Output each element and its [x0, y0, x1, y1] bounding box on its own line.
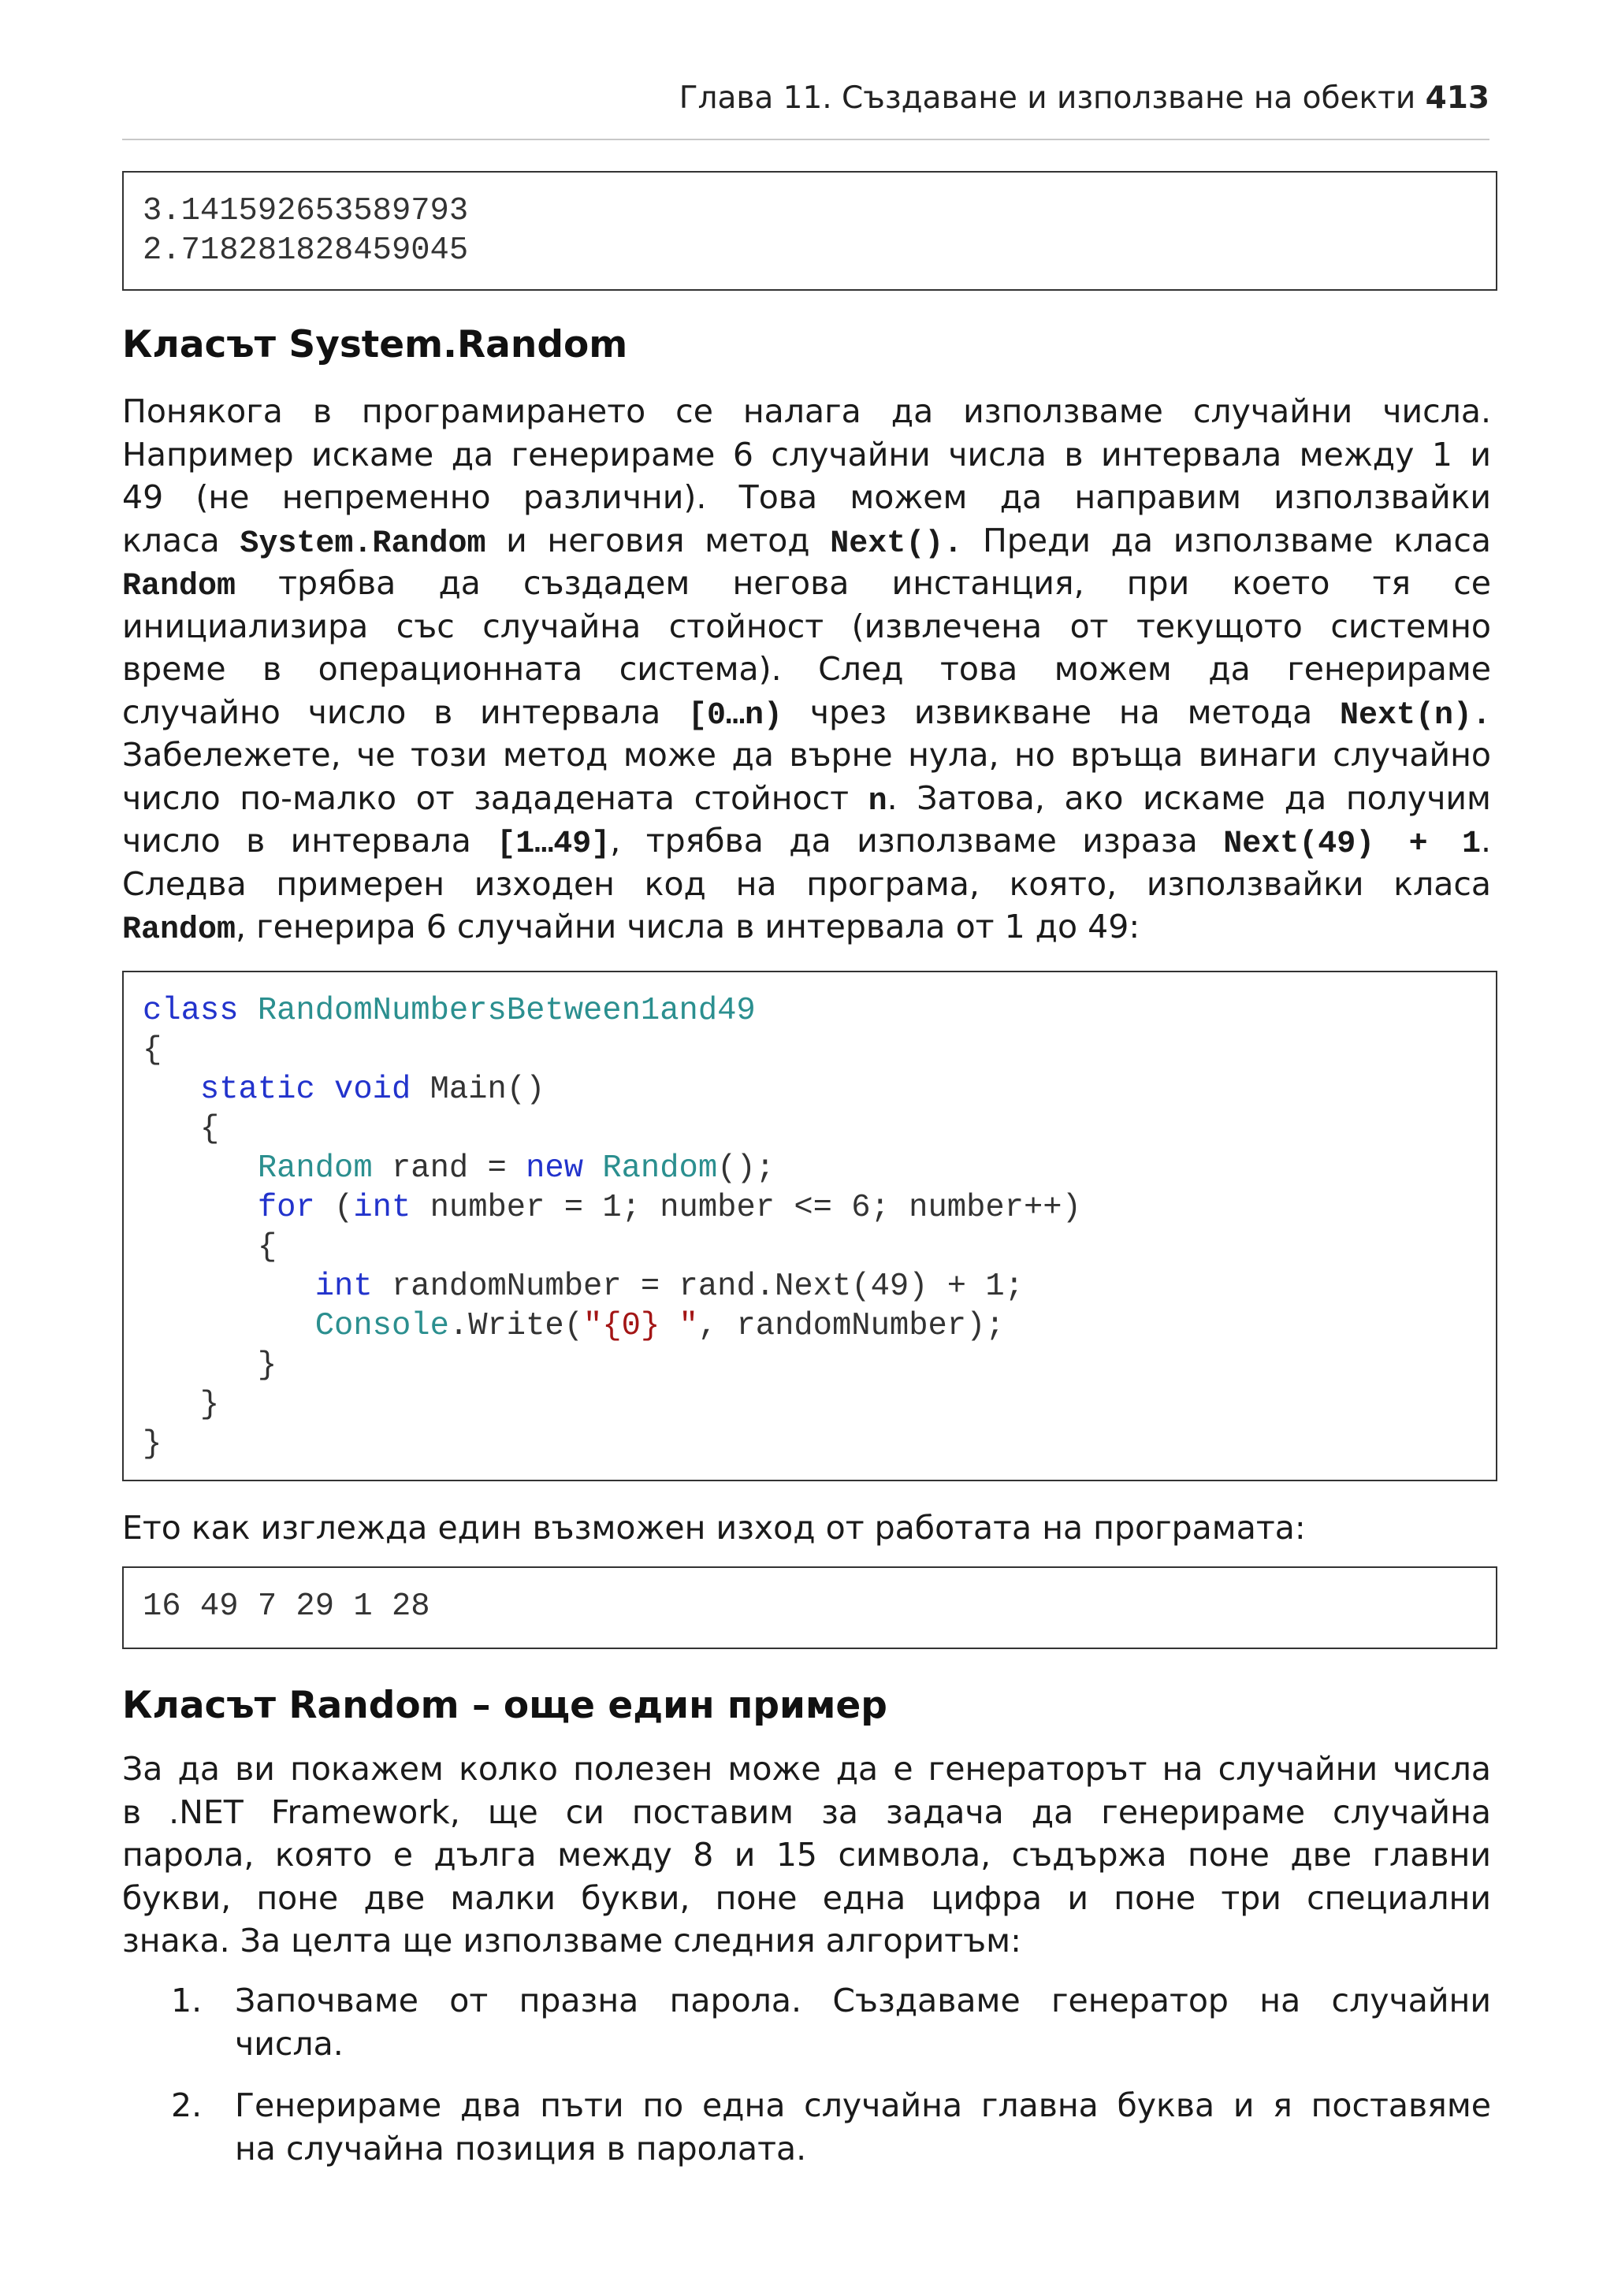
paragraph-line: знака. За целта ще използваме следния алгоритъм:	[122, 1922, 1021, 1960]
text-run: чрез извикване на метода	[783, 693, 1340, 731]
list-item-text	[235, 1979, 1491, 2065]
code-token: (	[314, 1190, 354, 1226]
code-token: Main()	[430, 1072, 545, 1108]
code-token	[143, 1190, 258, 1226]
code-line	[143, 1031, 1477, 1070]
text-run: . Затова, ако искаме да получим	[887, 778, 1491, 817]
list-item-text	[235, 2084, 1491, 2170]
code-listing	[122, 971, 1497, 1481]
code-line	[143, 1109, 1477, 1149]
code-line	[143, 1306, 1477, 1346]
code-line	[143, 1385, 1477, 1425]
code-token: {	[143, 1111, 220, 1147]
code-line	[143, 1346, 1477, 1385]
list-item-line: на случайна позиция в паролата.	[235, 2129, 807, 2168]
output-line: 3.141592653589793	[143, 193, 469, 229]
paragraph-line: в .NET Framework, ще си поставим за задача да генерираме случайна	[122, 1793, 1491, 1831]
text-run: трябва да създадем негова инстанция, при което тя се	[236, 564, 1491, 602]
page-number: 413	[1425, 80, 1489, 116]
paragraph-line	[122, 605, 1491, 648]
inline-code: [1…49]	[496, 827, 611, 862]
code-line	[143, 1070, 1477, 1109]
paragraph-line: За да ви покажем колко полезен може да е генераторът на случайни числа	[122, 1750, 1491, 1788]
paragraph-line: букви, поне две малки букви, поне една цифра и поне три специални	[122, 1878, 1491, 1917]
code-token: randomNumber = rand.Next(49) + 1;	[372, 1269, 1025, 1305]
paragraph-line	[122, 734, 1491, 777]
code-token: for	[257, 1190, 315, 1226]
code-line	[143, 1425, 1477, 1464]
code-token: int	[353, 1190, 411, 1226]
code-token: "{0} "	[583, 1308, 698, 1344]
running-header	[122, 79, 1489, 118]
paragraph-line	[122, 863, 1491, 906]
text-run: число по-малко от зададената стойност	[122, 778, 868, 817]
code-line	[143, 1267, 1477, 1306]
inline-code: n	[868, 783, 887, 819]
text-run: време в операционната система). След това можем да генерираме	[122, 650, 1491, 688]
code-token: int	[314, 1269, 373, 1305]
text-run: число в интервала	[122, 822, 497, 860]
text-run: Забележете, че този метод може да върне нула, но връща винаги случайно	[122, 736, 1491, 774]
code-token: , randomNumber);	[697, 1308, 1005, 1344]
code-line	[143, 1188, 1477, 1228]
paragraph-line	[122, 819, 1491, 863]
inline-code: [0…n)	[688, 697, 783, 734]
inline-code: Random	[122, 569, 236, 604]
code-line	[143, 1228, 1477, 1267]
text-run: Например искаме да генерираме 6 случайни числа в интервала между 1 и	[122, 435, 1491, 474]
code-token	[143, 1150, 258, 1187]
code-token	[143, 1308, 315, 1344]
code-line	[143, 1149, 1477, 1188]
code-token	[143, 1072, 200, 1108]
text-run: Преди да използваме класа	[962, 521, 1491, 559]
inline-code: Random	[122, 912, 236, 948]
code-token: ();	[717, 1150, 775, 1187]
paragraph-line	[122, 691, 1491, 734]
inline-code: Next().	[830, 526, 963, 562]
code-token: class	[143, 993, 258, 1029]
code-token: .Write(	[448, 1308, 584, 1344]
paragraph-password-generator	[122, 1748, 1491, 1963]
code-token: }	[143, 1387, 220, 1423]
code-token: rand =	[372, 1150, 526, 1187]
code-token: Random	[602, 1150, 718, 1187]
paragraph-line	[122, 648, 1491, 691]
code-token: new	[526, 1150, 603, 1187]
inline-code: Next(n).	[1339, 697, 1491, 734]
list-item-line: числа.	[235, 2024, 344, 2063]
code-token: RandomNumbersBetween1and49	[257, 993, 756, 1029]
paragraph-line	[122, 562, 1491, 605]
inline-code: Next(49) + 1	[1223, 827, 1481, 862]
paragraph-line	[122, 905, 1491, 949]
paragraph-line	[122, 476, 1491, 519]
text-run: 49 (не непременно различни). Това можем да направим използвайки	[122, 478, 1491, 516]
paragraph-line: парола, която е дълга между 8 и 15 символа, съдържа поне две главни	[122, 1836, 1491, 1874]
output-box-random-numbers	[122, 1566, 1497, 1649]
text-run: Понякога в програмирането се налага да използваме случайни числа.	[122, 392, 1491, 430]
code-token: Console	[314, 1308, 449, 1344]
list-item-line: Започваме от празна парола. Създаваме генератор на случайни	[235, 1982, 1491, 2019]
paragraph-line	[122, 519, 1491, 563]
paragraph-system-random	[122, 390, 1491, 949]
chapter-title: Глава 11. Създаване и използване на обекти	[679, 80, 1416, 116]
paragraph-output-intro	[122, 1507, 1491, 1550]
paragraph-line	[122, 433, 1491, 477]
output-line: 16 49 7 29 1 28	[143, 1588, 430, 1625]
output-box-constants	[122, 171, 1497, 291]
code-token	[143, 1269, 315, 1305]
code-token: static void	[199, 1072, 430, 1108]
text-run: класа	[122, 521, 240, 559]
text-run: .	[1480, 822, 1492, 860]
text-run: и неговия метод	[485, 521, 831, 559]
list-item-number: 2.	[171, 2086, 203, 2124]
code-token: {	[143, 1032, 162, 1068]
section-heading-system-random: Класът System.Random	[122, 323, 628, 366]
code-token: number = 1; number <= 6; number++)	[411, 1190, 1081, 1226]
output-intro-text: Ето как изглежда един възможен изход от работата на програмата:	[122, 1509, 1306, 1547]
text-run: инициализира със случайна стойност (извлечена от текущото системно	[122, 607, 1491, 645]
code-line	[143, 991, 1477, 1031]
text-run: , трябва да използваме израза	[610, 822, 1224, 860]
paragraph-line	[122, 390, 1491, 433]
paragraph-line	[122, 777, 1491, 820]
text-run: , генерира 6 случайни числа в интервала от 1 до 49:	[236, 908, 1140, 946]
output-line: 2.718281828459045	[143, 232, 469, 269]
inline-code: System.Random	[240, 526, 486, 562]
list-item-number: 1.	[171, 1982, 203, 2019]
text-run: случайно число в интервала	[122, 693, 688, 731]
code-token: Random	[257, 1150, 373, 1187]
section-heading-random-example: Класът Random – още един пример	[122, 1684, 887, 1727]
code-token: {	[143, 1229, 277, 1265]
text-run: Следва примерен изходен код на програма, която, използвайки класа	[122, 864, 1491, 903]
code-token: }	[143, 1347, 277, 1384]
code-token: }	[143, 1426, 162, 1462]
list-item-line: Генерираме два пъти по една случайна главна буква и я поставяме	[235, 2086, 1491, 2124]
header-rule	[122, 139, 1489, 140]
